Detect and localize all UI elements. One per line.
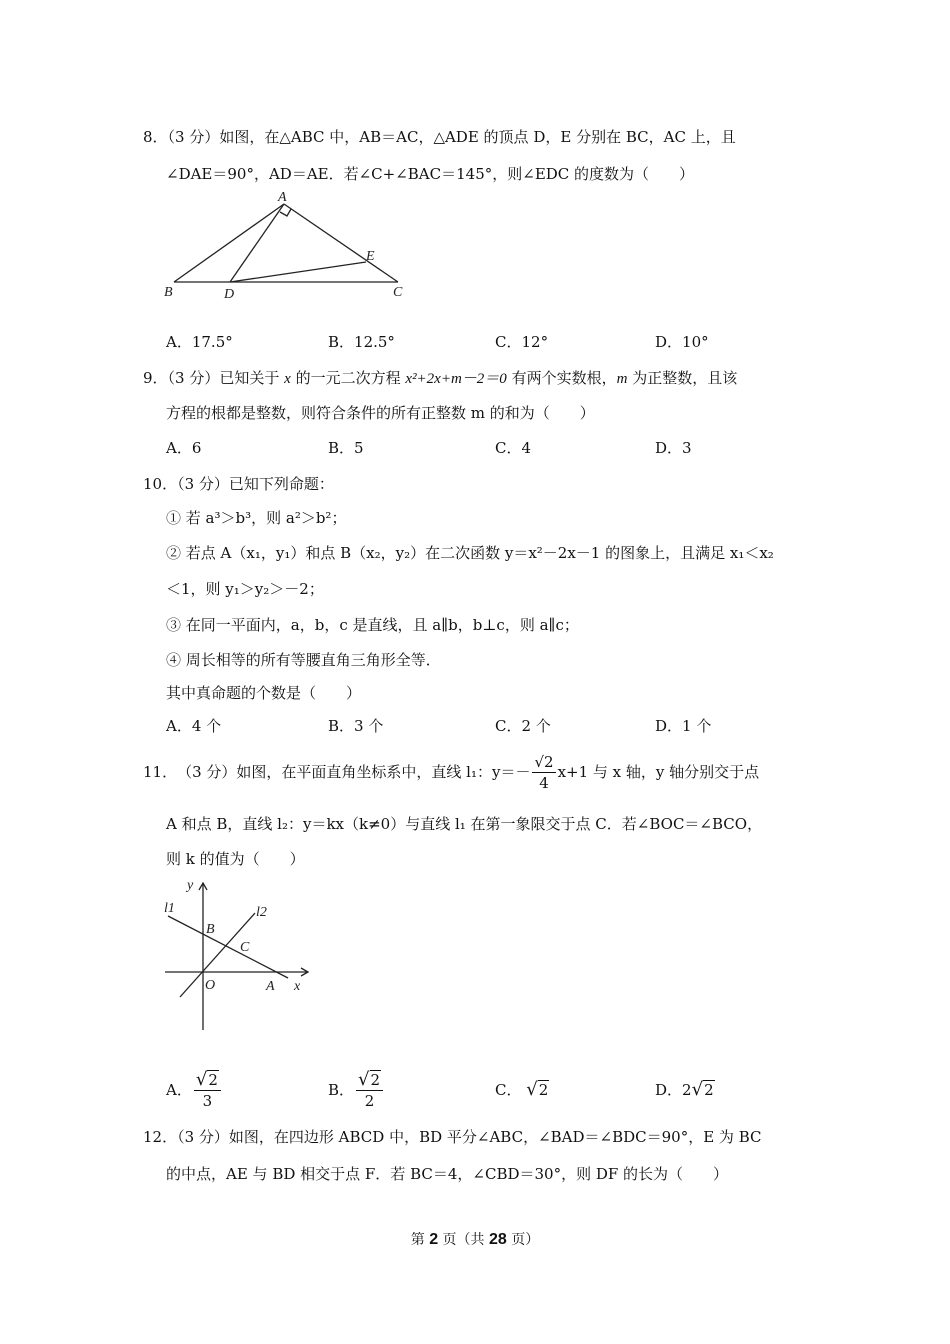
- q9-option-b[interactable]: B．5: [328, 439, 364, 457]
- q11-line2: A 和点 B，直线 l₂：y＝kx（k≠0）与直线 l₁ 在第一象限交于点 C．若∠BOC＝∠BCO，: [166, 815, 763, 833]
- q10-option-d[interactable]: D．1 个: [655, 717, 712, 735]
- q11-option-c-letter: C．: [495, 1081, 522, 1099]
- q9-option-d[interactable]: D．3: [655, 439, 692, 457]
- q8-triangle-figure: [160, 190, 420, 305]
- q9-line2: [166, 403, 595, 423]
- q8-option-b[interactable]: B．12.5°: [328, 333, 395, 351]
- q8-label-e: E: [366, 249, 375, 264]
- q10-question: 其中真命题的个数是（ ）: [166, 684, 362, 702]
- q8-label-a: A: [278, 190, 287, 205]
- q11-option-a-radicand: 2: [208, 1070, 218, 1089]
- q11-label-l1: l1: [164, 901, 175, 916]
- q11-option-b-letter: B．: [328, 1081, 355, 1099]
- q11-option-b[interactable]: [328, 1066, 385, 1114]
- q10-proposition-4: ④ 周长相等的所有等腰直角三角形全等．: [166, 651, 441, 669]
- q11-coordinate-figure: [160, 875, 315, 1035]
- q10-option-a[interactable]: A．4 个: [166, 717, 222, 735]
- q11-text-b: x+1 与 x 轴，y 轴分别交于点: [557, 763, 760, 781]
- q12-line2: 的中点，AE 与 BD 相交于点 F．若 BC＝4，∠CBD＝30°，则 DF 的长为（ ）: [166, 1165, 729, 1183]
- q11-option-a-denominator: 3: [202, 1091, 213, 1110]
- q8-number: 8．: [143, 128, 168, 146]
- q11-label-o: O: [205, 978, 216, 993]
- q9-text-a: 已知关于: [219, 369, 280, 387]
- q12-line1: [143, 1127, 761, 1147]
- q10-proposition-3: ③ 在同一平面内，a，b，c 是直线，且 a∥b，b⊥c，则 a∥c；: [166, 616, 579, 634]
- q11-option-d-radicand: 2: [704, 1081, 714, 1099]
- q11-number: 11．: [143, 763, 178, 781]
- footer-total-pages: 28: [489, 1231, 507, 1248]
- q10-proposition-2-line1: ② 若点 A（x₁，y₁）和点 B（x₂，y₂）在二次函数 y＝x²－2x－1 的图象上，且满足 x₁＜x₂: [166, 544, 774, 562]
- q11-option-b-radicand: 2: [370, 1070, 381, 1089]
- q8-text-line1: 如图，在△ABC 中，AB＝AC，△ADE 的顶点 D，E 分别在 BC，AC 上，且: [219, 128, 736, 146]
- q11-frac-denominator: 4: [539, 773, 549, 792]
- q11-label-y: y: [187, 878, 194, 893]
- q8-option-d[interactable]: D．10°: [655, 333, 709, 351]
- q11-option-d[interactable]: D．2√2: [655, 1079, 714, 1100]
- footer-page-number: 2: [429, 1231, 439, 1248]
- q11-option-a-fraction: $\frac{√2}{3}$: [194, 1070, 221, 1111]
- q11-option-d-coefficient: 2: [682, 1081, 692, 1099]
- q11-option-b-fraction: $\frac{√2}{2}$: [356, 1070, 383, 1111]
- q11-option-a[interactable]: [166, 1066, 223, 1114]
- q8-label-c: C: [393, 285, 403, 300]
- q8-option-a[interactable]: A．17.5°: [166, 333, 233, 351]
- q9-var-m: m: [616, 371, 628, 387]
- q8-line2: [166, 164, 694, 184]
- q11-option-c-radicand: 2: [538, 1081, 549, 1099]
- q8-option-c[interactable]: C．12°: [495, 333, 549, 351]
- q11-label-c: C: [240, 940, 250, 955]
- q11-line3: 则 k 的值为（ ）: [166, 850, 305, 868]
- q11-frac-numerator: √2: [534, 752, 554, 771]
- q12-number: 12．: [143, 1128, 178, 1146]
- q10-option-c[interactable]: C．2 个: [495, 717, 551, 735]
- q9-line1: [143, 368, 737, 389]
- q11-score: （3 分）: [177, 763, 237, 781]
- q8-text-line2: ∠DAE＝90°，AD＝AE．若∠C+∠BAC＝145°，则∠EDC 的度数为（ ）: [166, 165, 695, 183]
- q12-text-line1: 如图，在四边形 ABCD 中，BD 平分∠ABC，∠BAD＝∠BDC＝90°，E 为 BC: [228, 1128, 762, 1146]
- q8-label-b: B: [164, 285, 173, 300]
- q9-text-c: 有两个实数根，: [511, 369, 617, 387]
- q10-option-b[interactable]: B．3 个: [328, 717, 384, 735]
- q9-option-c[interactable]: C．4: [495, 439, 532, 457]
- q9-text-d: 为正整数，且该: [632, 369, 738, 387]
- q11-option-a-letter: A．: [166, 1081, 192, 1099]
- q9-var-x: x: [284, 371, 291, 387]
- q11-option-b-denominator: 2: [364, 1091, 375, 1110]
- q11-text-a: 如图，在平面直角坐标系中，直线 l₁：y＝－: [236, 763, 531, 781]
- q11-option-d-letter: D．: [655, 1081, 683, 1099]
- q8-label-d: D: [224, 287, 235, 302]
- q12-score: （3 分）: [177, 1128, 229, 1146]
- q10-intro: 已知下列命题：: [228, 475, 334, 493]
- q9-score: （3 分）: [167, 369, 220, 387]
- q11-line1: [143, 748, 759, 796]
- footer-suffix: 页）: [511, 1232, 540, 1248]
- page-footer: [0, 1229, 950, 1249]
- q9-number: 9．: [143, 369, 168, 387]
- q11-option-c[interactable]: C． √2: [495, 1079, 549, 1100]
- q9-equation: x²+2x+m－2＝0: [405, 371, 507, 387]
- q10-score: （3 分）: [177, 475, 229, 493]
- q9-text-line2: 方程的根都是整数，则符合条件的所有正整数 m 的和为（ ）: [166, 404, 595, 422]
- q8-score: （3 分）: [167, 128, 220, 146]
- q11-label-l2: l2: [256, 905, 267, 920]
- q11-label-a: A: [266, 979, 275, 994]
- footer-prefix: 第: [410, 1232, 425, 1248]
- q10-proposition-2-line2: ＜1，则 y₁＞y₂＞－2；: [166, 580, 324, 598]
- q11-slope-fraction: [532, 752, 555, 793]
- q9-text-b: 的一元二次方程: [295, 369, 401, 387]
- q10-number: 10．: [143, 475, 178, 493]
- q8-line1: [143, 127, 736, 147]
- footer-mid: 页（共: [442, 1232, 485, 1248]
- q10-line1: [143, 474, 334, 494]
- q9-option-a[interactable]: A．6: [166, 439, 202, 457]
- q10-proposition-1: ① 若 a³＞b³，则 a²＞b²；: [166, 509, 347, 527]
- q11-label-b: B: [206, 922, 215, 937]
- q11-label-x: x: [294, 979, 301, 994]
